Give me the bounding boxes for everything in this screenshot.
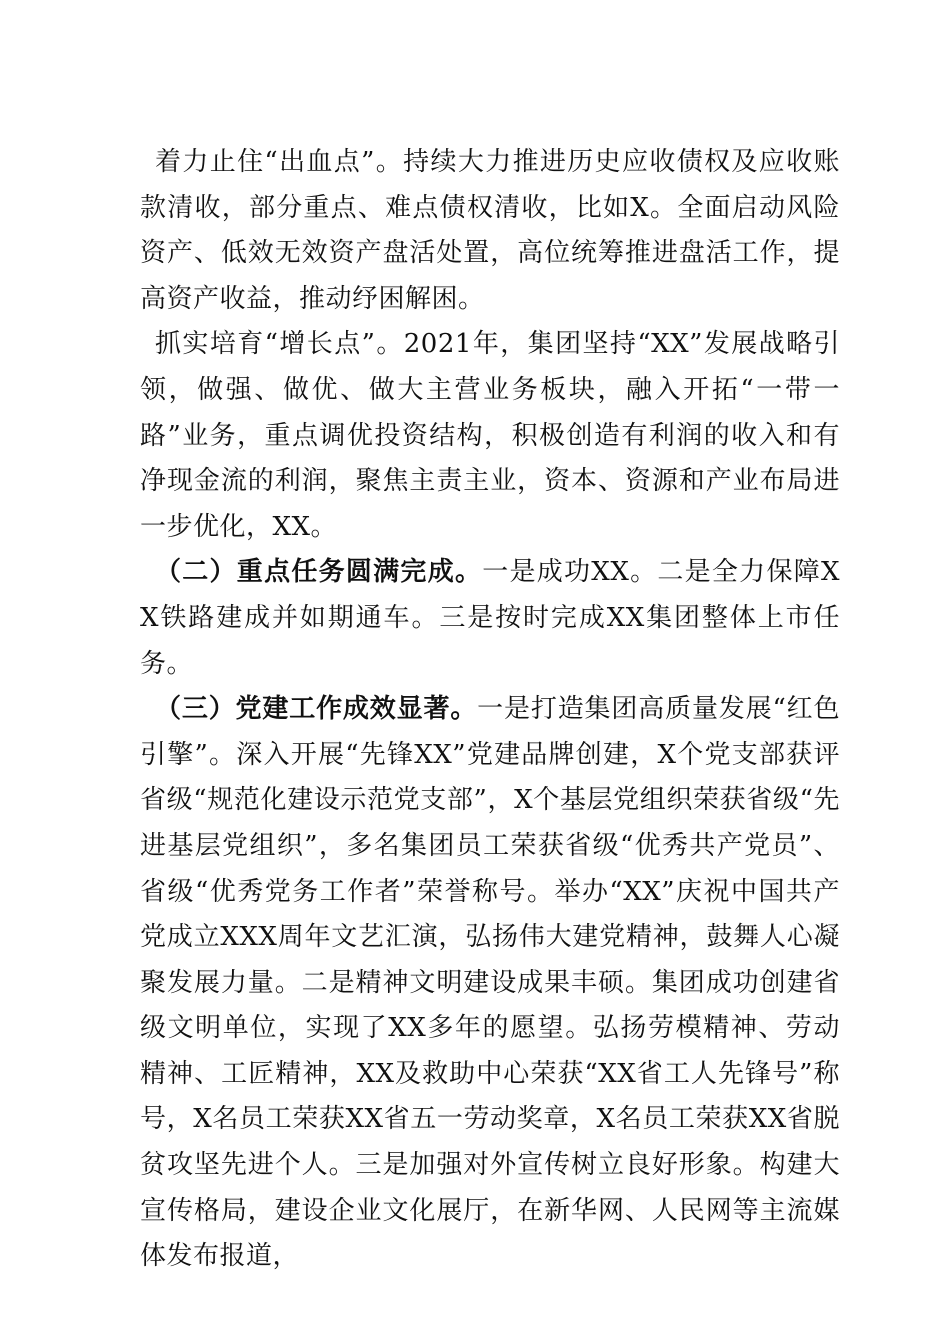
paragraph-recover-losses [140,140,840,322]
document-body [140,140,840,1280]
paragraph-text: 抓实培育“增长点”。2021年，集团坚持“XX”发展战略引领，做强、做优、做大主营业务板块，融入开拓“一带一路”业务，重点调优投资结构，积极创造有利润的收入和有净现金流的利润，聚焦主责主业，资本、资源和产业布局进一步优化，XX。 [140,329,840,542]
paragraph-key-tasks [140,550,840,687]
paragraph-text: 一是成功XX。二是全力保障XX铁路建成并如期通车。三是按时完成XX集团整体上市任务。 [140,557,840,679]
paragraph-growth-points [140,322,840,550]
section-heading: （三）党建工作成效显著。 [155,694,478,725]
paragraph-text: 着力止住“出血点”。持续大力推进历史应收债权及应收账款清收，部分重点、难点债权清收，比如X。全面启动风险资产、低效无效资产盘活处置，高位统筹推进盘活工作，提高资产收益，推动纾困解困。 [140,147,840,314]
paragraph-text: 一是打造集团高质量发展“红色引擎”。深入开展“先锋XX”党建品牌创建，X个党支部获评省级“规范化建设示范党支部”，X个基层党组织荣获省级“先进基层党组织”，多名集团员工荣获省级“优秀共产党员”、省级“优秀党务工作者”荣誉称号。举办“XX”庆祝中国共产党成立XXX周年文艺汇演，弘扬伟大建党精神，鼓舞人心凝聚发展力量。二是精神文明建设成果丰硕。集团成功创建省级文明单位，实现了XX多年的愿望。弘扬劳模精神、劳动精神、工匠精神，XX及救助中心荣获“XX省工人先锋号”称号，X名员工荣获XX省五一劳动奖章，X名员工荣获XX省脱贫攻坚先进个人。三是加强对外宣传树立良好形象。构建大宣传格局，建设企业文化展厅，在新华网、人民网等主流媒体发布报道， [140,694,840,1272]
paragraph-party-building [140,687,840,1280]
section-heading: （二）重点任务圆满完成。 [155,557,483,588]
